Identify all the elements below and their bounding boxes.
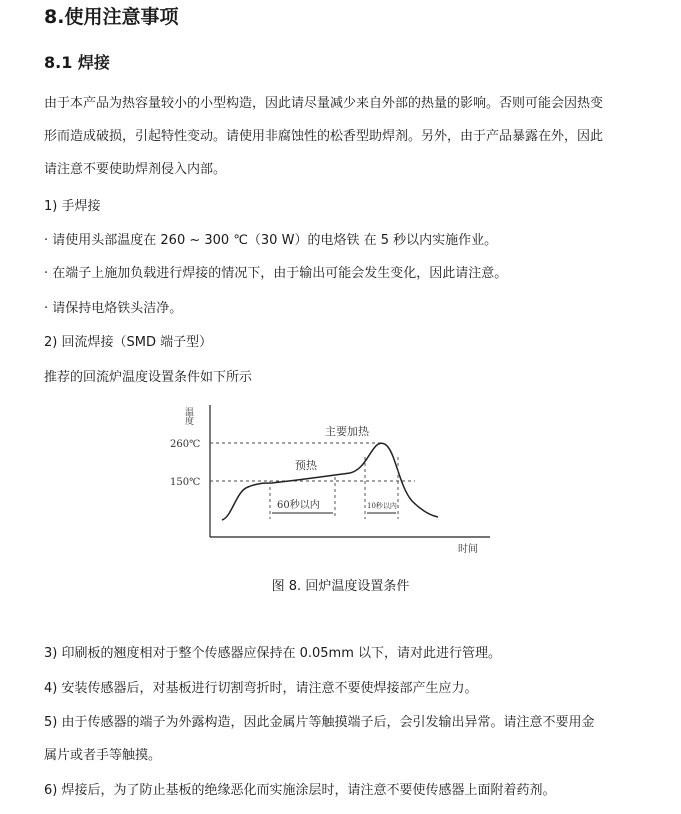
note-3: 3) 印刷板的翘度相对于整个传感器应保持在 0.05mm 以下，请对此进行管理。 <box>44 646 502 661</box>
label-10s: 10秒以内 <box>367 502 397 510</box>
subsection-title: 8.1 焊接 <box>44 53 110 72</box>
label-main-heat: 主要加热 <box>325 425 369 438</box>
section-title: 8.使用注意事项 <box>44 6 179 28</box>
label-preheat: 预热 <box>295 459 317 472</box>
note-6: 6) 焊接后，为了防止基板的绝缘恶化而实施涂层时，请注意不要使传感器上面附着药剂。 <box>44 783 556 798</box>
hand-solder-heading: 1) 手焊接 <box>44 199 101 214</box>
intro-line-2: 形而造成破损，引起特性变动。请使用非腐蚀性的松香型助焊剂。另外，由于产品暴露在外，因此 <box>44 129 604 144</box>
reflow-intro: 推荐的回流炉温度设置条件如下所示 <box>44 370 253 385</box>
tick-150: 150℃ <box>170 477 201 488</box>
hand-solder-bullet-2: · 在端子上施加负载进行焊接的情况下，由于输出可能会发生变化，因此请注意。 <box>44 266 508 281</box>
reflow-profile-chart <box>160 395 500 560</box>
tick-260: 260℃ <box>170 439 201 450</box>
note-5: 5) 由于传感器的端子为外露构造，因此金属片等触摸端子后，会引发输出异常。请注意不要用金 <box>44 715 595 730</box>
profile-curve <box>222 443 438 520</box>
x-axis-label: 时间 <box>458 544 478 555</box>
reflow-heading: 2) 回流焊接（SMD 端子型） <box>44 335 213 350</box>
note-5-cont: 属片或者手等触摸。 <box>44 748 162 763</box>
note-4: 4) 安装传感器后，对基板进行切割弯折时，请注意不要使焊接部产生应力。 <box>44 681 478 696</box>
y-axis-label: 温度 <box>183 407 193 425</box>
figure-caption: 图 8. 回炉温度设置条件 <box>271 579 410 594</box>
label-60s: 60秒以内 <box>277 500 320 511</box>
hand-solder-bullet-3: · 请保持电烙铁头洁净。 <box>44 301 183 316</box>
intro-line-3: 请注意不要使助焊剂侵入内部。 <box>44 162 227 177</box>
hand-solder-bullet-1: · 请使用头部温度在 260 ~ 300 ℃（30 W）的电烙铁 在 5 秒以内实施作业。 <box>44 233 498 248</box>
intro-line-1: 由于本产品为热容量较小的小型构造，因此请尽量减少来自外部的热量的影响。否则可能会因热变 <box>44 96 604 111</box>
